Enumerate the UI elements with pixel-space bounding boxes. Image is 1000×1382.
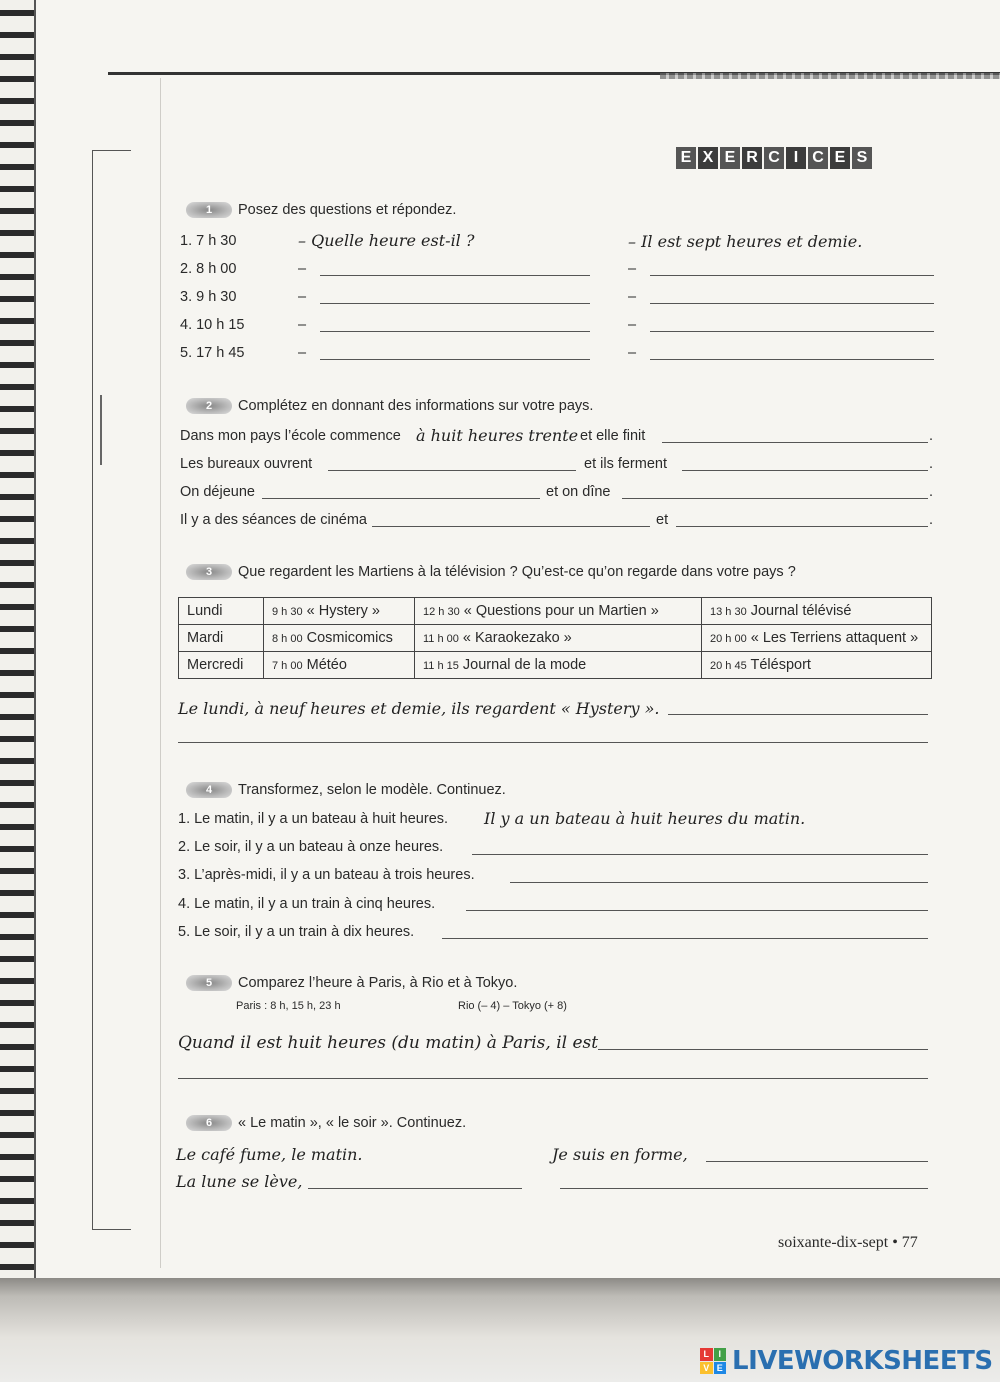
program-name: Cosmicomics — [306, 630, 393, 646]
ex2-field[interactable] — [662, 442, 928, 443]
banner-letter: C — [764, 147, 784, 169]
table-row — [179, 625, 932, 652]
ex5-title-text: Comparez l’heure à Paris, à Rio et à Tokyo. — [238, 975, 518, 991]
ex6-title — [186, 1115, 466, 1131]
table-cell — [702, 598, 932, 625]
ex3-badge: 3 — [186, 564, 232, 580]
ex4-item-text: 4. Le matin, il y a un train à cinq heures. — [178, 896, 436, 912]
logo-text: LIVEWORKSHEETS — [732, 1346, 993, 1376]
banner-letter: S — [852, 147, 872, 169]
ex6-field[interactable] — [560, 1188, 928, 1189]
ex2-period: . — [929, 428, 934, 444]
ex1-row-label: 2. 8 h 00 — [180, 261, 237, 277]
ex1-question-field[interactable] — [320, 275, 590, 276]
margin-line — [160, 78, 161, 1268]
ex4-title — [186, 782, 506, 798]
ex2-field[interactable] — [262, 498, 540, 499]
logo-icon — [700, 1348, 726, 1374]
logo-tile: V — [700, 1362, 713, 1375]
ex1-answer-field[interactable] — [650, 275, 934, 276]
ex1-row-label: 5. 17 h 45 — [180, 345, 245, 361]
program-time: 20 h 45 — [710, 660, 747, 672]
table-cell — [702, 625, 932, 652]
ex5-example: Quand il est huit heures (du matin) à Paris, il est — [178, 1033, 599, 1053]
ex2-example-answer: à huit heures trente — [416, 426, 579, 445]
ex1-badge: 1 — [186, 202, 232, 218]
ex5-badge: 5 — [186, 975, 232, 991]
ex1-row-label: 1. 7 h 30 — [180, 233, 237, 249]
ex1-row-label: 3. 9 h 30 — [180, 289, 237, 305]
ex4-item-text: 3. L’après-midi, il y a un bateau à trois heures. — [178, 867, 475, 883]
ex1-dash: – — [628, 289, 637, 305]
table-cell — [415, 598, 702, 625]
ex4-field[interactable] — [472, 854, 928, 855]
table-cell — [264, 652, 415, 679]
tv-schedule-table — [178, 597, 932, 679]
table-cell-day: Mercredi — [179, 652, 264, 679]
ex1-answer-field[interactable] — [650, 331, 934, 332]
ex4-field[interactable] — [442, 938, 928, 939]
program-name: « Questions pour un Martien » — [463, 603, 659, 619]
ex2-field[interactable] — [622, 498, 928, 499]
ex5-offsets: Rio (– 4) – Tokyo (+ 8) — [458, 1000, 567, 1012]
program-time: 13 h 30 — [710, 606, 747, 618]
ex5-paris-times: Paris : 8 h, 15 h, 23 h — [236, 1000, 341, 1012]
program-time: 11 h 15 — [423, 660, 459, 672]
ex2-badge: 2 — [186, 398, 232, 414]
ex4-badge: 4 — [186, 782, 232, 798]
ex2-line-text: et on dîne — [546, 484, 611, 500]
ex1-title — [186, 202, 456, 218]
table-cell — [415, 652, 702, 679]
ex2-field[interactable] — [682, 470, 928, 471]
ex6-field[interactable] — [706, 1161, 928, 1162]
ex4-item-text: 2. Le soir, il y a un bateau à onze heures. — [178, 839, 444, 855]
ex1-dash: – — [628, 317, 637, 333]
ex1-title-text: Posez des questions et répondez. — [238, 202, 457, 218]
banner-letter: C — [808, 147, 828, 169]
ex2-period: . — [929, 456, 934, 472]
left-bracket — [92, 150, 131, 1230]
ex2-line-text: et — [656, 512, 669, 528]
ex3-field[interactable] — [668, 714, 928, 715]
ex5-field[interactable] — [598, 1049, 928, 1050]
table-row — [179, 598, 932, 625]
logo-tile: E — [714, 1362, 727, 1375]
left-mark — [100, 395, 102, 465]
banner-letter: X — [698, 147, 718, 169]
logo-tile: I — [714, 1348, 727, 1361]
page-number: soixante-dix-sept • 77 — [778, 1234, 918, 1251]
program-name: « Hystery » — [306, 603, 380, 619]
ex6-left-prompt: La lune se lève, — [176, 1172, 303, 1191]
ex2-line-text: On déjeune — [180, 484, 255, 500]
program-time: 8 h 00 — [272, 633, 303, 645]
ex4-field[interactable] — [466, 910, 928, 911]
ex4-item-text: 1. Le matin, il y a un bateau à huit heures. — [178, 811, 449, 827]
program-time: 11 h 00 — [423, 633, 459, 645]
table-cell — [415, 625, 702, 652]
table-cell-day: Lundi — [179, 598, 264, 625]
ex1-dash: – — [628, 345, 637, 361]
ex1-answer-field[interactable] — [650, 303, 934, 304]
ex2-line-text: Il y a des séances de cinéma — [180, 512, 367, 528]
logo-tile: L — [700, 1348, 713, 1361]
ex3-title-text: Que regardent les Martiens à la télévision ? Qu’est-ce qu’on regarde dans votre pays ? — [238, 564, 796, 580]
ex2-field[interactable] — [676, 526, 928, 527]
ex6-right-prompt: Je suis en forme, — [552, 1145, 688, 1164]
ex1-row-answer: – Il est sept heures et demie. — [628, 232, 863, 251]
top-rule-shade — [660, 73, 1000, 79]
banner-letter: E — [720, 147, 740, 169]
ex2-period: . — [929, 484, 934, 500]
spiral-binding — [0, 0, 36, 1278]
ex1-dash: – — [298, 289, 307, 305]
liveworksheets-logo — [700, 1346, 993, 1376]
banner-letter: E — [830, 147, 850, 169]
ex1-dash: – — [298, 317, 307, 333]
ex4-title-text: Transformez, selon le modèle. Continuez. — [238, 782, 506, 798]
ex1-row-question: – Quelle heure est-il ? — [298, 231, 475, 250]
ex1-dash: – — [298, 345, 307, 361]
table-cell-day: Mardi — [179, 625, 264, 652]
ex6-badge: 6 — [186, 1115, 232, 1131]
program-time: 20 h 00 — [710, 633, 747, 645]
program-name: Télésport — [750, 657, 811, 673]
ex5-field[interactable] — [178, 1078, 928, 1079]
program-time: 12 h 30 — [423, 606, 460, 618]
banner-letter: E — [676, 147, 696, 169]
ex6-title-text: « Le matin », « le soir ». Continuez. — [238, 1115, 467, 1131]
exercices-banner — [676, 147, 872, 169]
ex1-question-field[interactable] — [320, 331, 590, 332]
table-row — [179, 652, 932, 679]
ex3-field[interactable] — [178, 742, 928, 743]
program-name: Journal de la mode — [462, 657, 587, 673]
ex2-line-text: et elle finit — [580, 428, 646, 444]
ex1-dash: – — [298, 261, 307, 277]
banner-letter: I — [786, 147, 806, 169]
program-time: 9 h 30 — [272, 606, 303, 618]
ex2-title — [186, 398, 593, 414]
ex2-period: . — [929, 512, 934, 528]
ex6-field[interactable] — [308, 1188, 522, 1189]
ex3-title — [186, 564, 796, 580]
table-cell — [702, 652, 932, 679]
ex2-title-text: Complétez en donnant des informations sur votre pays. — [238, 398, 594, 414]
ex2-line-text: Dans mon pays l’école commence — [180, 428, 401, 444]
ex1-answer-field[interactable] — [650, 359, 934, 360]
ex4-example-answer: Il y a un bateau à huit heures du matin. — [484, 809, 806, 828]
ex1-question-field[interactable] — [320, 359, 590, 360]
program-time: 7 h 00 — [272, 660, 303, 672]
ex1-question-field[interactable] — [320, 303, 590, 304]
ex4-item-text: 5. Le soir, il y a un train à dix heures. — [178, 924, 415, 940]
ex1-row-label: 4. 10 h 15 — [180, 317, 245, 333]
ex3-example: Le lundi, à neuf heures et demie, ils regardent « Hystery ». — [178, 699, 660, 718]
program-name: Météo — [306, 657, 347, 673]
ex2-line-text: Les bureaux ouvrent — [180, 456, 313, 472]
ex5-title — [186, 975, 517, 991]
table-cell — [264, 598, 415, 625]
table-cell — [264, 625, 415, 652]
ex2-line-text: et ils ferment — [584, 456, 667, 472]
program-name: « Karaokezako » — [462, 630, 572, 646]
ex1-dash: – — [628, 261, 637, 277]
ex2-field[interactable] — [328, 470, 576, 471]
ex6-left-example: Le café fume, le matin. — [176, 1145, 363, 1164]
ex4-field[interactable] — [510, 882, 928, 883]
ex2-field[interactable] — [372, 526, 650, 527]
program-name: « Les Terriens attaquent » — [750, 630, 919, 646]
banner-letter: R — [742, 147, 762, 169]
program-name: Journal télévisé — [750, 603, 852, 619]
